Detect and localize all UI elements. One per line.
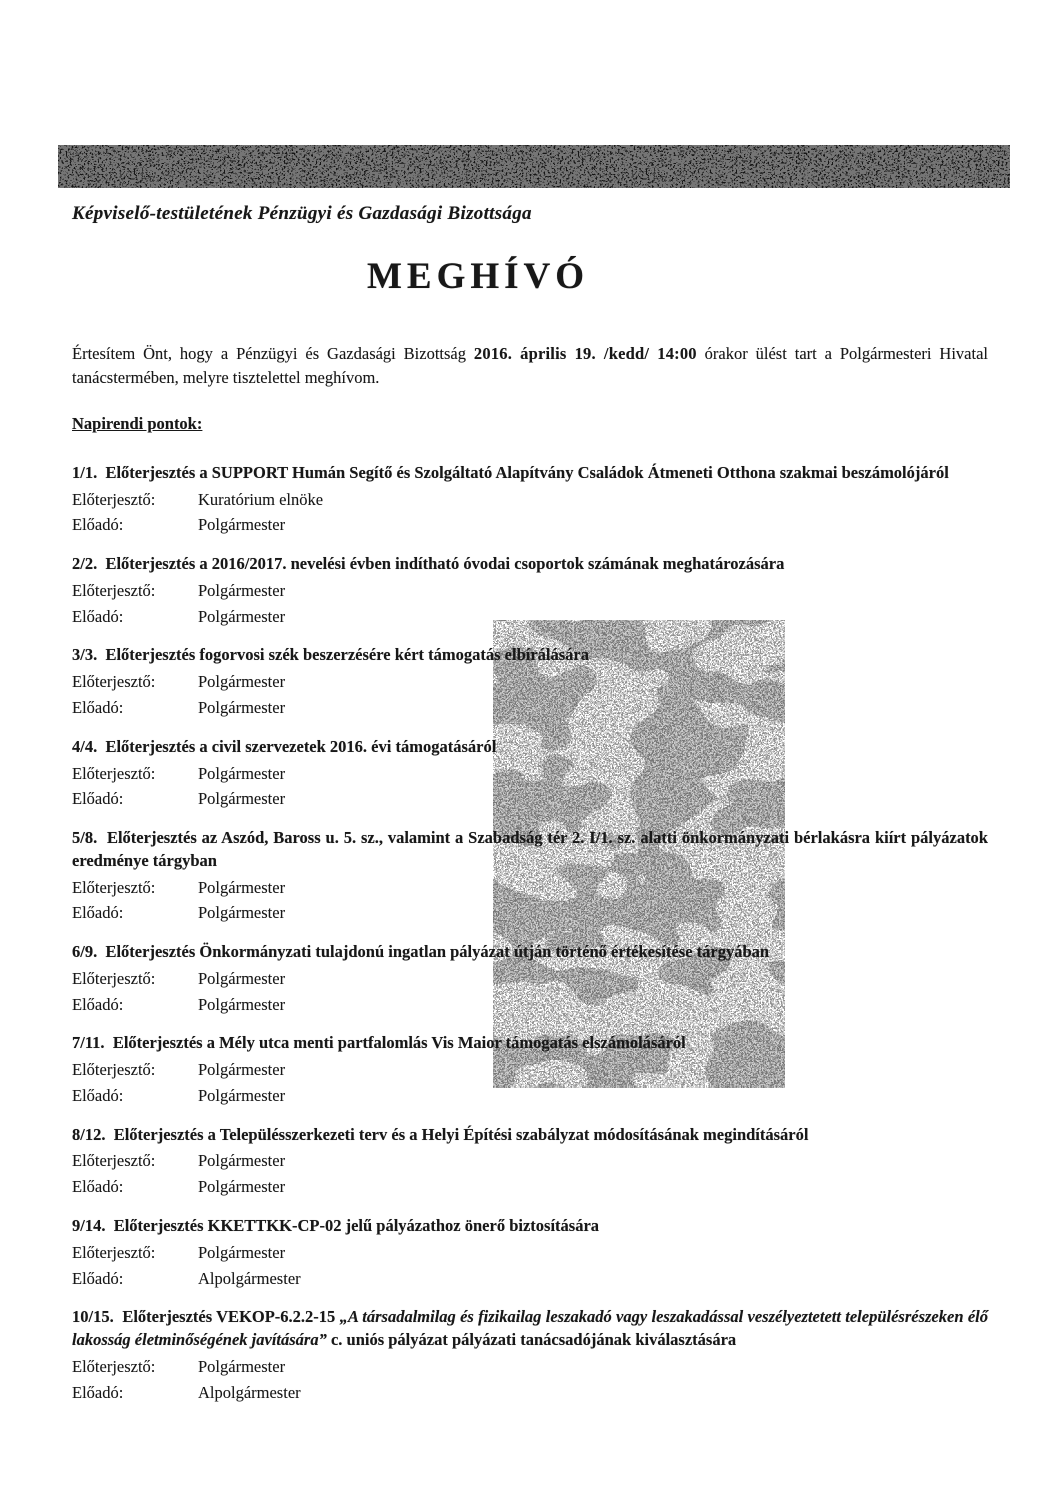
agenda-item-presenter-value: Alpolgármester [198, 1382, 301, 1402]
agenda-item-title [105, 463, 948, 482]
agenda-item [72, 941, 988, 1015]
agenda-item-title-run: Előterjesztés a civil szervezetek 2016. évi támogatásáról [105, 736, 497, 756]
agenda-item-number: 9/14. [72, 1215, 114, 1235]
agenda-item-proposer-value: Polgármester [198, 1242, 286, 1262]
agenda-item-heading [72, 736, 988, 759]
agenda-item-proposer-value: Polgármester [198, 1356, 286, 1376]
agenda-item-number: 7/11. [72, 1033, 113, 1053]
agenda-item [72, 827, 988, 924]
agenda-item-title [72, 1307, 988, 1349]
agenda-item-proposer-label: Előterjesztő: [72, 1356, 156, 1376]
agenda-item [72, 462, 988, 536]
agenda-item-presenter-label: Előadó: [72, 606, 124, 626]
agenda-item [72, 1306, 988, 1403]
agenda-item-proposer-value: Polgármester [198, 763, 286, 783]
committee-subtitle: Képviselő-testületének Pénzügyi és Gazdasági Bizottsága [72, 203, 532, 224]
agenda-item [72, 553, 988, 627]
page-title: MEGHÍVÓ [366, 256, 590, 297]
agenda-item-title-run: Előterjesztés KKETTKK-CP-02 jelű pályázathoz önerő biztosítására [113, 1215, 600, 1235]
agenda-item-title-run: Előterjesztés fogorvosi szék beszerzésére kért támogatás elbírálására [105, 645, 589, 665]
agenda-item-heading [72, 1215, 988, 1238]
agenda-item-presenter-row [72, 788, 988, 810]
agenda-item-proposer-row [72, 1150, 988, 1172]
agenda-item-proposer-value: Polgármester [198, 877, 286, 897]
agenda-item-title-run: „A társadalmilag és fizikailag leszakadó vagy leszakadással veszélyeztetett településrészeken élő lakosság életminőségének javítására” [72, 1307, 988, 1350]
agenda-item-presenter-value: Polgármester [198, 789, 286, 809]
agenda-item [72, 644, 988, 718]
agenda-item-title-run: Előterjesztés a Településszerkezeti terv és a Helyi Építési szabályzat módosításának megindításáról [113, 1124, 809, 1144]
agenda-item-presenter-row [72, 606, 988, 628]
agenda-item-heading [72, 644, 988, 667]
agenda-item-proposer-row [72, 671, 988, 693]
agenda-item-number: 5/8. [72, 828, 107, 848]
agenda-item-heading [72, 827, 988, 873]
agenda-item-proposer-value: Polgármester [198, 580, 286, 600]
agenda-item-heading [72, 941, 988, 964]
agenda-item-presenter-value: Polgármester [198, 697, 286, 717]
agenda-item-number: 1/1. [72, 462, 106, 482]
agenda-item-proposer-label: Előterjesztő: [72, 1151, 156, 1171]
agenda-item-heading [72, 1032, 988, 1055]
agenda-item-proposer-label: Előterjesztő: [72, 968, 156, 988]
agenda-item-title [114, 1216, 599, 1235]
agenda-item-presenter-row [72, 697, 988, 719]
meeting-datetime: 2016. április 19. /kedd/ 14:00 [473, 344, 697, 363]
agenda-item-title [105, 645, 589, 664]
agenda-item-proposer-row [72, 763, 988, 785]
agenda-item-title-run: Előterjesztés Önkormányzati tulajdonú ingatlan pályázat útján történő értékesítése tárgyában [105, 942, 770, 962]
agenda-item-presenter-label: Előadó: [72, 1382, 124, 1402]
agenda-item-title [105, 942, 769, 961]
agenda-item-proposer-row [72, 968, 988, 990]
agenda-item-number: 8/12. [72, 1124, 114, 1144]
agenda-item-title-run: c. uniós pályázat pályázati tanácsadójának kiválasztására [326, 1330, 737, 1350]
agenda-item-proposer-row [72, 1242, 988, 1264]
agenda-item-presenter-label: Előadó: [72, 994, 124, 1014]
agenda-item-title-run: Előterjesztés az Aszód, Baross u. 5. sz., valamint a Szabadság tér 2. I/1. sz. alatti önkormányzati bérlakásra kiírt pályázatok eredménye tárgyban [72, 828, 988, 870]
agenda-item-proposer-row [72, 489, 988, 511]
agenda-item-heading [72, 462, 988, 485]
agenda-item-title [105, 554, 784, 573]
agenda-item-proposer-label: Előterjesztő: [72, 672, 156, 692]
agenda-item-presenter-value: Polgármester [198, 994, 286, 1014]
agenda-item-heading [72, 553, 988, 576]
agenda-item-presenter-row [72, 514, 988, 536]
agenda-item [72, 1032, 988, 1106]
agenda-item-proposer-row [72, 1356, 988, 1378]
agenda-item-proposer-value: Polgármester [198, 1060, 286, 1080]
agenda-item [72, 736, 988, 810]
document-content [72, 203, 988, 1420]
agenda-item-heading [72, 1306, 988, 1352]
agenda-item-proposer-label: Előterjesztő: [72, 763, 156, 783]
agenda-item-presenter-row [72, 994, 988, 1016]
agenda-item-title-run: Előterjesztés a SUPPORT Humán Segítő és Szolgáltató Alapítvány Családok Átmeneti Otthona szakmai beszámolójáról [105, 462, 949, 482]
agenda-item-number: 6/9. [72, 942, 106, 962]
agenda-item-title [114, 1125, 809, 1144]
agenda-item-proposer-value: Kuratórium elnöke [198, 489, 324, 509]
invitation-text-post: órakor ülést tart a Polgármesteri Hivatal tanácstermében, melyre tisztelettel meghívom. [72, 344, 988, 387]
agenda-item-title [113, 1033, 686, 1052]
agenda-item-presenter-label: Előadó: [72, 1177, 124, 1197]
agenda-item [72, 1124, 988, 1198]
agenda-item-presenter-value: Polgármester [198, 1177, 286, 1197]
agenda-item-presenter-value: Polgármester [198, 515, 286, 535]
agenda-item-presenter-value: Alpolgármester [198, 1268, 301, 1288]
agenda-item-title-run: Előterjesztés a 2016/2017. nevelési évben indítható óvodai csoportok számának meghatározására [105, 554, 785, 574]
agenda-item-proposer-label: Előterjesztő: [72, 1242, 156, 1262]
agenda-item-number: 4/4. [72, 736, 106, 756]
agenda-item-presenter-label: Előadó: [72, 789, 124, 809]
agenda-item-title-run: Előterjesztés VEKOP-6.2.2-15 [122, 1307, 340, 1327]
agenda-item-presenter-label: Előadó: [72, 1085, 124, 1105]
agenda-item-title [105, 737, 496, 756]
agenda-item-presenter-label: Előadó: [72, 515, 124, 535]
agenda-item-proposer-value: Polgármester [198, 968, 286, 988]
agenda-item-presenter-value: Polgármester [198, 606, 286, 626]
agenda-item-proposer-value: Polgármester [198, 672, 286, 692]
agenda-item-proposer-label: Előterjesztő: [72, 1060, 156, 1080]
agenda-item-presenter-label: Előadó: [72, 903, 124, 923]
agenda-item-presenter-row [72, 1085, 988, 1107]
invitation-paragraph [72, 342, 988, 390]
agenda-item-number: 2/2. [72, 554, 106, 574]
agenda-heading: Napirendi pontok: [72, 413, 203, 433]
agenda-item-proposer-label: Előterjesztő: [72, 489, 156, 509]
agenda-item-proposer-row [72, 877, 988, 899]
agenda-item-proposer-row [72, 1059, 988, 1081]
agenda-item-proposer-label: Előterjesztő: [72, 877, 156, 897]
agenda-item-presenter-row [72, 1382, 988, 1404]
agenda-item-presenter-row [72, 902, 988, 924]
agenda-item-proposer-value: Polgármester [198, 1151, 286, 1171]
agenda-list [72, 462, 988, 1404]
agenda-item-proposer-label: Előterjesztő: [72, 580, 156, 600]
agenda-item-presenter-value: Polgármester [198, 1085, 286, 1105]
agenda-item [72, 1215, 988, 1289]
agenda-item-number: 3/3. [72, 645, 106, 665]
agenda-item-presenter-value: Polgármester [198, 903, 286, 923]
agenda-item-presenter-row [72, 1268, 988, 1290]
agenda-item-heading [72, 1124, 988, 1147]
agenda-item-presenter-label: Előadó: [72, 1268, 124, 1288]
agenda-item-presenter-label: Előadó: [72, 697, 124, 717]
agenda-item-presenter-row [72, 1176, 988, 1198]
agenda-item-number: 10/15. [72, 1307, 123, 1327]
invitation-text-pre: Értesítem Önt, hogy a Pénzügyi és Gazdasági Bizottság [72, 344, 474, 363]
redacted-header-banner [58, 145, 1010, 188]
agenda-item-proposer-row [72, 580, 988, 602]
agenda-item-title [72, 828, 988, 870]
agenda-item-title-run: Előterjesztés a Mély utca menti partfalomlás Vis Maior támogatás elszámolásáról [112, 1033, 686, 1053]
